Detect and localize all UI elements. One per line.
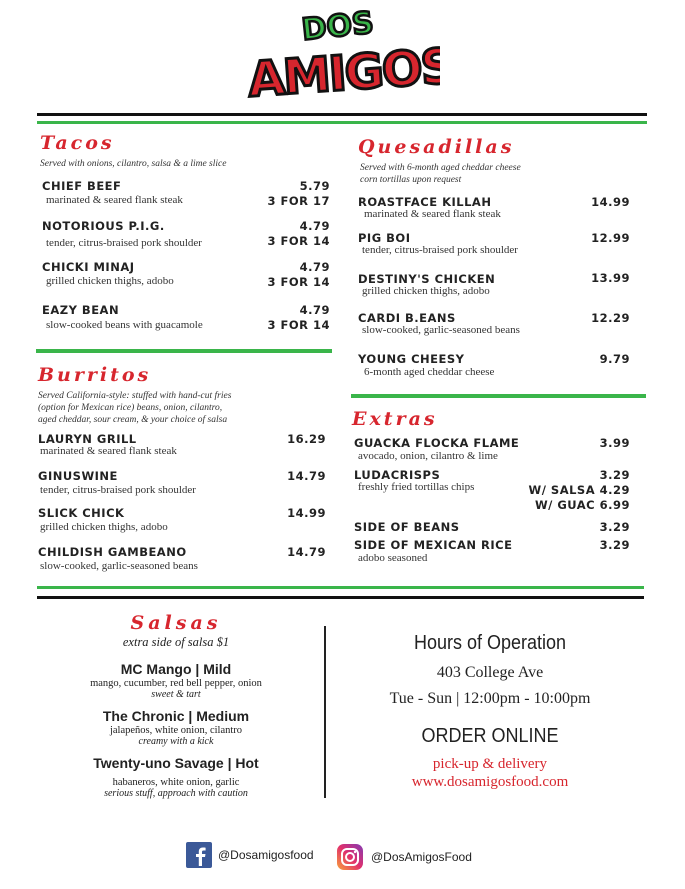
tacos-subtitle: Served with onions, cilantro, salsa & a lime slice	[40, 159, 227, 169]
item-price: 3.29	[599, 468, 630, 482]
menu-item	[352, 520, 634, 538]
item-name: NOTORIOUS P.I.G.	[42, 219, 165, 233]
item-name: CHIEF BEEF	[42, 179, 122, 193]
subtitle-line: aged cheddar, sour cream, & your choice of salsa	[38, 415, 228, 425]
item-name: SIDE OF MEXICAN RICE	[354, 538, 513, 552]
item-name: GUACKA FLOCKA FLAME	[354, 436, 520, 450]
item-name: SIDE OF BEANS	[354, 520, 460, 534]
menu-item	[356, 351, 632, 387]
menu-item	[40, 219, 332, 259]
salsa-desc: jalapeños, white onion, cilantro	[109, 725, 243, 736]
item-option-salsa: W/ SALSA 4.29	[528, 483, 630, 497]
order-online-title: ORDER ONLINE	[421, 725, 559, 747]
burritos-list	[36, 432, 328, 579]
item-price-bundle: 3 FOR 14	[267, 318, 330, 332]
top-divider-black	[37, 113, 647, 116]
item-desc: grilled chicken thighs, adobo	[40, 521, 168, 533]
website-link[interactable]: www.dosamigosfood.com	[411, 774, 569, 790]
item-price: 3.29	[599, 538, 630, 552]
facebook-icon	[186, 842, 212, 868]
menu-item	[356, 272, 632, 311]
item-name: ROASTFACE KILLAH	[358, 195, 492, 209]
salsa-note: serious stuff, approach with caution	[104, 788, 248, 799]
item-price: 14.79	[287, 469, 326, 483]
item-option-guac: W/ GUAC 6.99	[534, 498, 630, 512]
hours-title: Hours of Operation	[413, 632, 567, 654]
subtitle-line: Served California-style: stuffed with hand-cut fries	[38, 391, 232, 401]
menu-item	[40, 179, 332, 219]
item-price-bundle: 3 FOR 17	[267, 194, 330, 208]
quesadillas-list	[356, 194, 632, 387]
extras-list	[352, 436, 634, 568]
item-price: 3.99	[599, 436, 630, 450]
burritos-subtitle	[38, 390, 231, 426]
item-desc: slow-cooked beans with guacamole	[46, 319, 203, 331]
item-desc: slow-cooked, garlic-seasoned beans	[40, 560, 198, 572]
menu-item	[36, 545, 328, 579]
subtitle-line: corn tortillas upon request	[360, 175, 462, 185]
vertical-divider	[324, 626, 326, 798]
menu-item	[36, 469, 328, 506]
item-desc: avocado, onion, cilantro & lime	[358, 450, 498, 462]
instagram-icon	[337, 844, 363, 870]
item-name: LUDACRISPS	[354, 468, 441, 482]
quesadillas-subtitle	[360, 162, 521, 186]
hours: Tue - Sun | 12:00pm - 10:00pm	[389, 690, 591, 707]
salsa-item	[36, 708, 316, 747]
salsa-note: sweet & tart	[151, 689, 201, 700]
address: 403 College Ave	[436, 664, 544, 681]
quesadillas-title: Quesadillas	[358, 136, 515, 158]
extras-title: Extras	[352, 408, 438, 430]
instagram-handle: @DosAmigosFood	[371, 850, 472, 864]
item-desc: marinated & seared flank steak	[364, 208, 501, 220]
item-desc: grilled chicken thighs, adobo	[362, 285, 490, 297]
logo-top-text: DOS	[300, 6, 376, 48]
item-price: 14.79	[287, 545, 326, 559]
facebook-link[interactable]	[186, 841, 314, 869]
item-desc: marinated & seared flank steak	[40, 445, 177, 457]
tacos-divider	[36, 349, 332, 353]
item-price: 4.79	[299, 303, 330, 317]
item-price: 14.99	[591, 195, 630, 209]
salsa-desc: habaneros, white onion, garlic	[112, 777, 240, 788]
salsa-item	[36, 755, 316, 799]
menu-item	[40, 301, 332, 341]
top-divider-green	[37, 121, 647, 124]
menu-item	[352, 538, 634, 568]
quesadillas-divider	[351, 394, 646, 398]
item-name: CARDI B.EANS	[358, 311, 456, 325]
menu-item	[356, 194, 632, 231]
item-desc: adobo seasoned	[358, 552, 428, 564]
item-price: 12.29	[591, 311, 630, 325]
salsas-section	[36, 612, 316, 799]
item-name: SLICK CHICK	[38, 506, 125, 520]
item-name: PIG BOI	[358, 231, 411, 245]
item-desc: marinated & seared flank steak	[46, 194, 183, 206]
order-subtitle: pick-up & delivery	[432, 756, 548, 772]
tacos-title: Tacos	[40, 132, 115, 154]
bottom-divider-green	[37, 586, 644, 589]
item-price: 3.29	[599, 520, 630, 534]
salsa-note: creamy with a kick	[138, 736, 214, 747]
item-price: 12.99	[591, 231, 630, 245]
tacos-list	[40, 179, 332, 341]
menu-item	[352, 466, 634, 520]
item-price: 5.79	[299, 179, 330, 193]
item-price: 4.79	[299, 260, 330, 274]
item-desc: tender, citrus-braised pork shoulder	[362, 244, 518, 256]
salsa-name: MC Mango | Mild	[120, 661, 232, 677]
item-desc: 6-month aged cheddar cheese	[364, 366, 495, 378]
item-price-bundle: 3 FOR 14	[267, 275, 330, 289]
item-name: CHILDISH GAMBEANO	[38, 545, 187, 559]
menu-item	[36, 506, 328, 545]
dos-amigos-logo	[240, 6, 440, 108]
item-desc: freshly fried tortillas chips	[358, 481, 475, 493]
subtitle-line: (option for Mexican rice) beans, onion, cilantro,	[38, 403, 223, 413]
burritos-title: Burritos	[38, 364, 152, 386]
item-price: 16.29	[287, 432, 326, 446]
menu-item	[36, 432, 328, 469]
menu-item	[356, 311, 632, 351]
bottom-divider-black	[37, 596, 644, 599]
item-name: CHICKI MINAJ	[42, 260, 135, 274]
instagram-link[interactable]	[337, 843, 472, 871]
item-name: YOUNG CHEESY	[358, 352, 465, 366]
item-price: 9.79	[599, 352, 630, 366]
item-price: 13.99	[591, 271, 630, 285]
subtitle-line: Served with 6-month aged cheddar cheese	[360, 163, 521, 173]
item-price-bundle: 3 FOR 14	[267, 234, 330, 248]
salsa-desc: mango, cucumber, red bell pepper, onion	[90, 678, 262, 689]
item-desc: tender, citrus-braised pork shoulder	[46, 237, 202, 249]
menu-item	[356, 231, 632, 272]
facebook-handle: @Dosamigosfood	[218, 848, 314, 862]
item-name: EAZY BEAN	[42, 303, 120, 317]
salsa-name: Twenty-uno Savage | Hot	[93, 755, 259, 771]
item-price: 14.99	[287, 506, 326, 520]
item-name: DESTINY'S CHICKEN	[358, 272, 496, 286]
item-name: LAURYN GRILL	[38, 432, 137, 446]
salsas-title: Salsas	[130, 612, 222, 634]
menu-item	[352, 436, 634, 466]
item-desc: tender, citrus-braised pork shoulder	[40, 484, 196, 496]
info-section	[340, 632, 640, 791]
menu-item	[40, 259, 332, 301]
salsa-name: The Chronic | Medium	[102, 708, 250, 724]
item-desc: grilled chicken thighs, adobo	[46, 275, 174, 287]
item-price: 4.79	[299, 219, 330, 233]
logo-main-text: AMIGOS	[246, 38, 440, 108]
salsas-subtitle: extra side of salsa $1	[122, 635, 230, 649]
item-desc: slow-cooked, garlic-seasoned beans	[362, 324, 520, 336]
item-name: GINUSWINE	[38, 469, 118, 483]
salsa-item	[36, 661, 316, 700]
